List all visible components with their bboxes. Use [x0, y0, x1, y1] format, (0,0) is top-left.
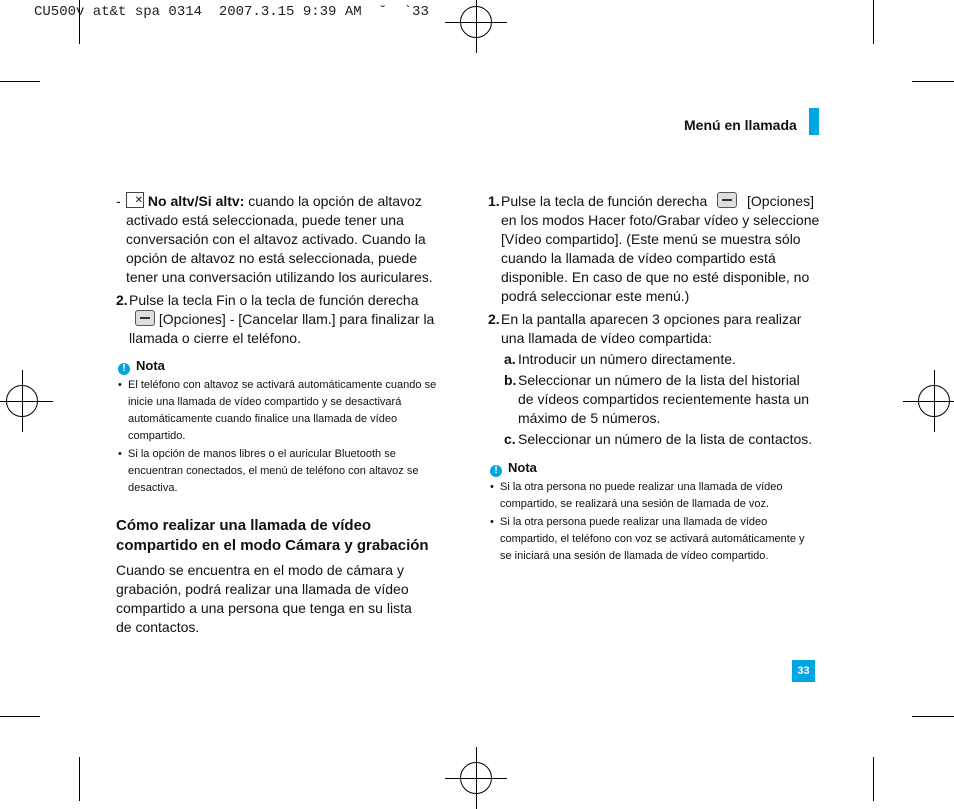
crop-mark	[0, 716, 40, 717]
page-number: 33	[792, 660, 815, 682]
speaker-option-text: cuando la opción de altavoz activado está seleccionada, puede tener una conversación con el altavoz activado. Cuando la opción de altavoz no está seleccionada, puede tener una conversación utilizando los auriculares.	[126, 193, 433, 285]
crop-mark	[873, 0, 874, 44]
page-header-title: Menú en llamada	[684, 117, 797, 133]
crop-mark	[0, 81, 40, 82]
nota-heading	[118, 358, 443, 375]
step-text: Pulse la tecla de función derecha	[501, 193, 708, 209]
section-heading: Cómo realizar una llamada de vídeo compartido en el modo Cámara y grabación	[116, 517, 429, 554]
step-number: 2.	[116, 292, 128, 308]
crop-mark	[79, 757, 80, 801]
registration-mark	[918, 385, 950, 417]
exclamation-icon: !	[118, 363, 130, 375]
right-step-2	[488, 310, 820, 348]
step-text-cont: [Opciones] - [Cancelar llam.] para finalizar la llamada o cierre el teléfono.	[129, 311, 435, 346]
exclamation-icon: !	[490, 465, 502, 477]
option-item	[504, 371, 816, 428]
registration-mark	[460, 6, 492, 38]
nota-label: Nota	[508, 460, 537, 475]
crop-mark	[873, 757, 874, 801]
nota-bullet: • Si la otra persona puede realizar una llamada de vídeo compartido, el teléfono con voz se activará automáticamente y se iniciará una sesión de llamada de vídeo compartido.	[490, 514, 815, 565]
left-nota-block	[118, 358, 443, 497]
nota-bullet: • El teléfono con altavoz se activará automáticamente cuando se inicie una llamada de vídeo compartido y se desactivará automáticamente cuando finalice una llamada de vídeo compartido.	[118, 377, 443, 445]
speaker-option-item	[116, 192, 446, 287]
option-item	[504, 430, 816, 449]
option-letter: c.	[504, 431, 516, 447]
print-slug: CU500v at&t spa 0314 2007.3.15 9:39 AM ˘ `33	[34, 4, 429, 20]
crop-mark	[912, 716, 954, 717]
option-text: Introducir un número directamente.	[518, 351, 736, 367]
step-number: 1.	[488, 193, 500, 209]
crop-mark	[912, 81, 954, 82]
dash-marker: -	[116, 193, 121, 209]
step-text-cont: [Opciones] en los modos Hacer foto/Grabar vídeo y seleccione [Vídeo compartido]. (Este menú se muestra sólo cuando la llamada de vídeo compartido está disponible. En caso de que no esté disponible, no podrá seleccionar este menú.)	[501, 193, 820, 304]
left-step-2	[116, 291, 446, 348]
nota-bullet-text: Si la opción de manos libres o el auricular Bluetooth se encuentran conectados, el menú de teléfono con altavoz se desactiva.	[128, 448, 419, 494]
nota-bullet: • Si la otra persona no puede realizar una llamada de vídeo compartido, se realizará una sesión de llamada de voz.	[490, 479, 815, 513]
registration-mark	[460, 762, 492, 794]
option-item	[504, 350, 816, 369]
registration-mark	[6, 385, 38, 417]
right-softkey-icon	[717, 192, 737, 208]
right-step-1	[488, 192, 820, 306]
step-number: 2.	[488, 311, 500, 327]
step-text: En la pantalla aparecen 3 opciones para realizar una llamada de vídeo compartida:	[501, 311, 802, 346]
speaker-option-label: No altv/Si altv:	[147, 193, 245, 209]
options-list	[504, 350, 816, 449]
nota-heading	[490, 460, 815, 477]
nota-label: Nota	[136, 358, 165, 373]
option-letter: b.	[504, 372, 517, 388]
speaker-toggle-icon	[126, 192, 144, 208]
section-paragraph: Cuando se encuentra en el modo de cámara y grabación, podrá realizar una llamada de vídeo compartido a una persona que tenga en su lista de contactos.	[116, 562, 412, 635]
header-accent-bar	[809, 108, 819, 135]
right-softkey-icon	[135, 310, 155, 326]
option-letter: a.	[504, 351, 516, 367]
step-text: Pulse la tecla Fin o la tecla de función derecha	[129, 292, 419, 308]
nota-bullet-text: Si la otra persona no puede realizar una llamada de vídeo compartido, se realizará una sesión de llamada de voz.	[500, 481, 783, 510]
nota-bullet: • Si la opción de manos libres o el auricular Bluetooth se encuentran conectados, el menú de teléfono con altavoz se desactiva.	[118, 446, 443, 497]
option-text: Seleccionar un número de la lista del historial de vídeos compartidos recientemente hasta un máximo de 5 números.	[518, 372, 810, 426]
right-nota-block	[490, 460, 815, 565]
option-text: Seleccionar un número de la lista de contactos.	[518, 431, 813, 447]
nota-bullet-text: El teléfono con altavoz se activará automáticamente cuando se inicie una llamada de vídeo compartido y se desactivará automáticamente cuando finalice una llamada de vídeo compartido.	[128, 379, 437, 442]
nota-bullet-text: Si la otra persona puede realizar una llamada de vídeo compartido, el teléfono con voz se activará automáticamente y se iniciará una sesión de llamada de vídeo compartido.	[500, 516, 805, 562]
